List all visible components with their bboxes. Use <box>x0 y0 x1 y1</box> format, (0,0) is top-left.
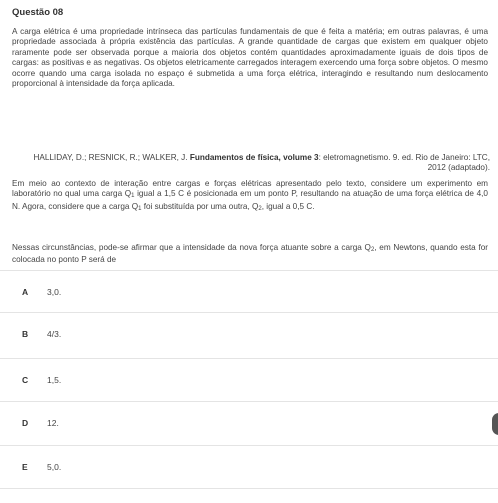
reference-authors: HALLIDAY, D.; RESNICK, R.; WALKER, J. <box>33 153 190 162</box>
reference-details: : eletromagnetismo. 9. ed. Rio de Janeiro: LTC, <box>318 153 490 162</box>
question-context-paragraph <box>12 179 488 214</box>
option-text: 3,0. <box>47 286 62 297</box>
question-prompt-paragraph <box>12 243 488 266</box>
context-text-3: foi substituída por uma outra, Q <box>141 201 259 211</box>
answer-option-d[interactable] <box>0 401 498 443</box>
option-text: 5,0. <box>47 461 62 472</box>
answer-option-e[interactable] <box>0 445 498 487</box>
option-letter: D <box>22 417 29 428</box>
reference-citation <box>12 153 490 174</box>
option-letter: A <box>22 286 29 297</box>
answer-option-b[interactable] <box>0 312 498 354</box>
context-text-1: Em meio ao contexto de interação entre cargas e forças elétricas apresentado pelo texto, considere um experimento em laboratório no qual uma carga Q <box>12 179 488 199</box>
reference-book-title: Fundamentos de física, volume 3 <box>189 153 319 162</box>
subscript: 1 <box>131 193 135 200</box>
subscript: 2 <box>370 247 375 253</box>
prompt-text-1: Nessas circunstâncias, pode-se afirmar que a intensidade da nova força atuante sobre a carga Q <box>12 243 371 252</box>
question-text-paragraph: A carga elétrica é uma propriedade intrínseca das partículas fundamentais de que é feita a matéria; em outras palavras, é uma propriedade associada à própria existência das partículas. A grande quantidade de cargas que existem em qualquer objeto raramente pode ser observada porque a maioria dos objetos contém quantidades aproximadamente iguais de dois tipos de cargas: as positivas e as negativas. Os objetos eletricamente carregados interagem exercendo uma força sobre objetos. O mesmo ocorre quando uma carga isolada no espaço é submetida a uma força elétrica, interagindo e resultando num deslocamento proporcional à intensidade da força aplicada. <box>12 27 488 89</box>
option-letter: B <box>22 328 29 339</box>
option-letter: E <box>22 461 28 472</box>
option-text: 12. <box>47 417 59 428</box>
reference-year: 2012 (adaptado). <box>427 163 490 173</box>
subscript: 1 <box>138 205 142 212</box>
side-scroll-handle[interactable] <box>492 413 498 435</box>
subscript: 2 <box>258 205 262 212</box>
option-letter: C <box>22 374 29 385</box>
divider <box>0 488 498 489</box>
option-text: 1,5. <box>47 374 62 385</box>
answer-option-c[interactable] <box>0 358 498 400</box>
prompt-text-2: , em Newtons, quando esta for colocada no ponto P será de <box>12 243 489 265</box>
context-text-2: igual a 1,5 C é posicionada em um ponto P, resultando na atuação de uma força elétrica de 4,0 N. Agora, considere que a carga Q <box>12 189 488 211</box>
option-text: 4/3. <box>47 328 62 339</box>
context-text-4: , igual a 0,5 C. <box>261 201 315 211</box>
answer-option-a[interactable] <box>0 270 498 312</box>
question-title: Questão 08 <box>12 7 64 18</box>
